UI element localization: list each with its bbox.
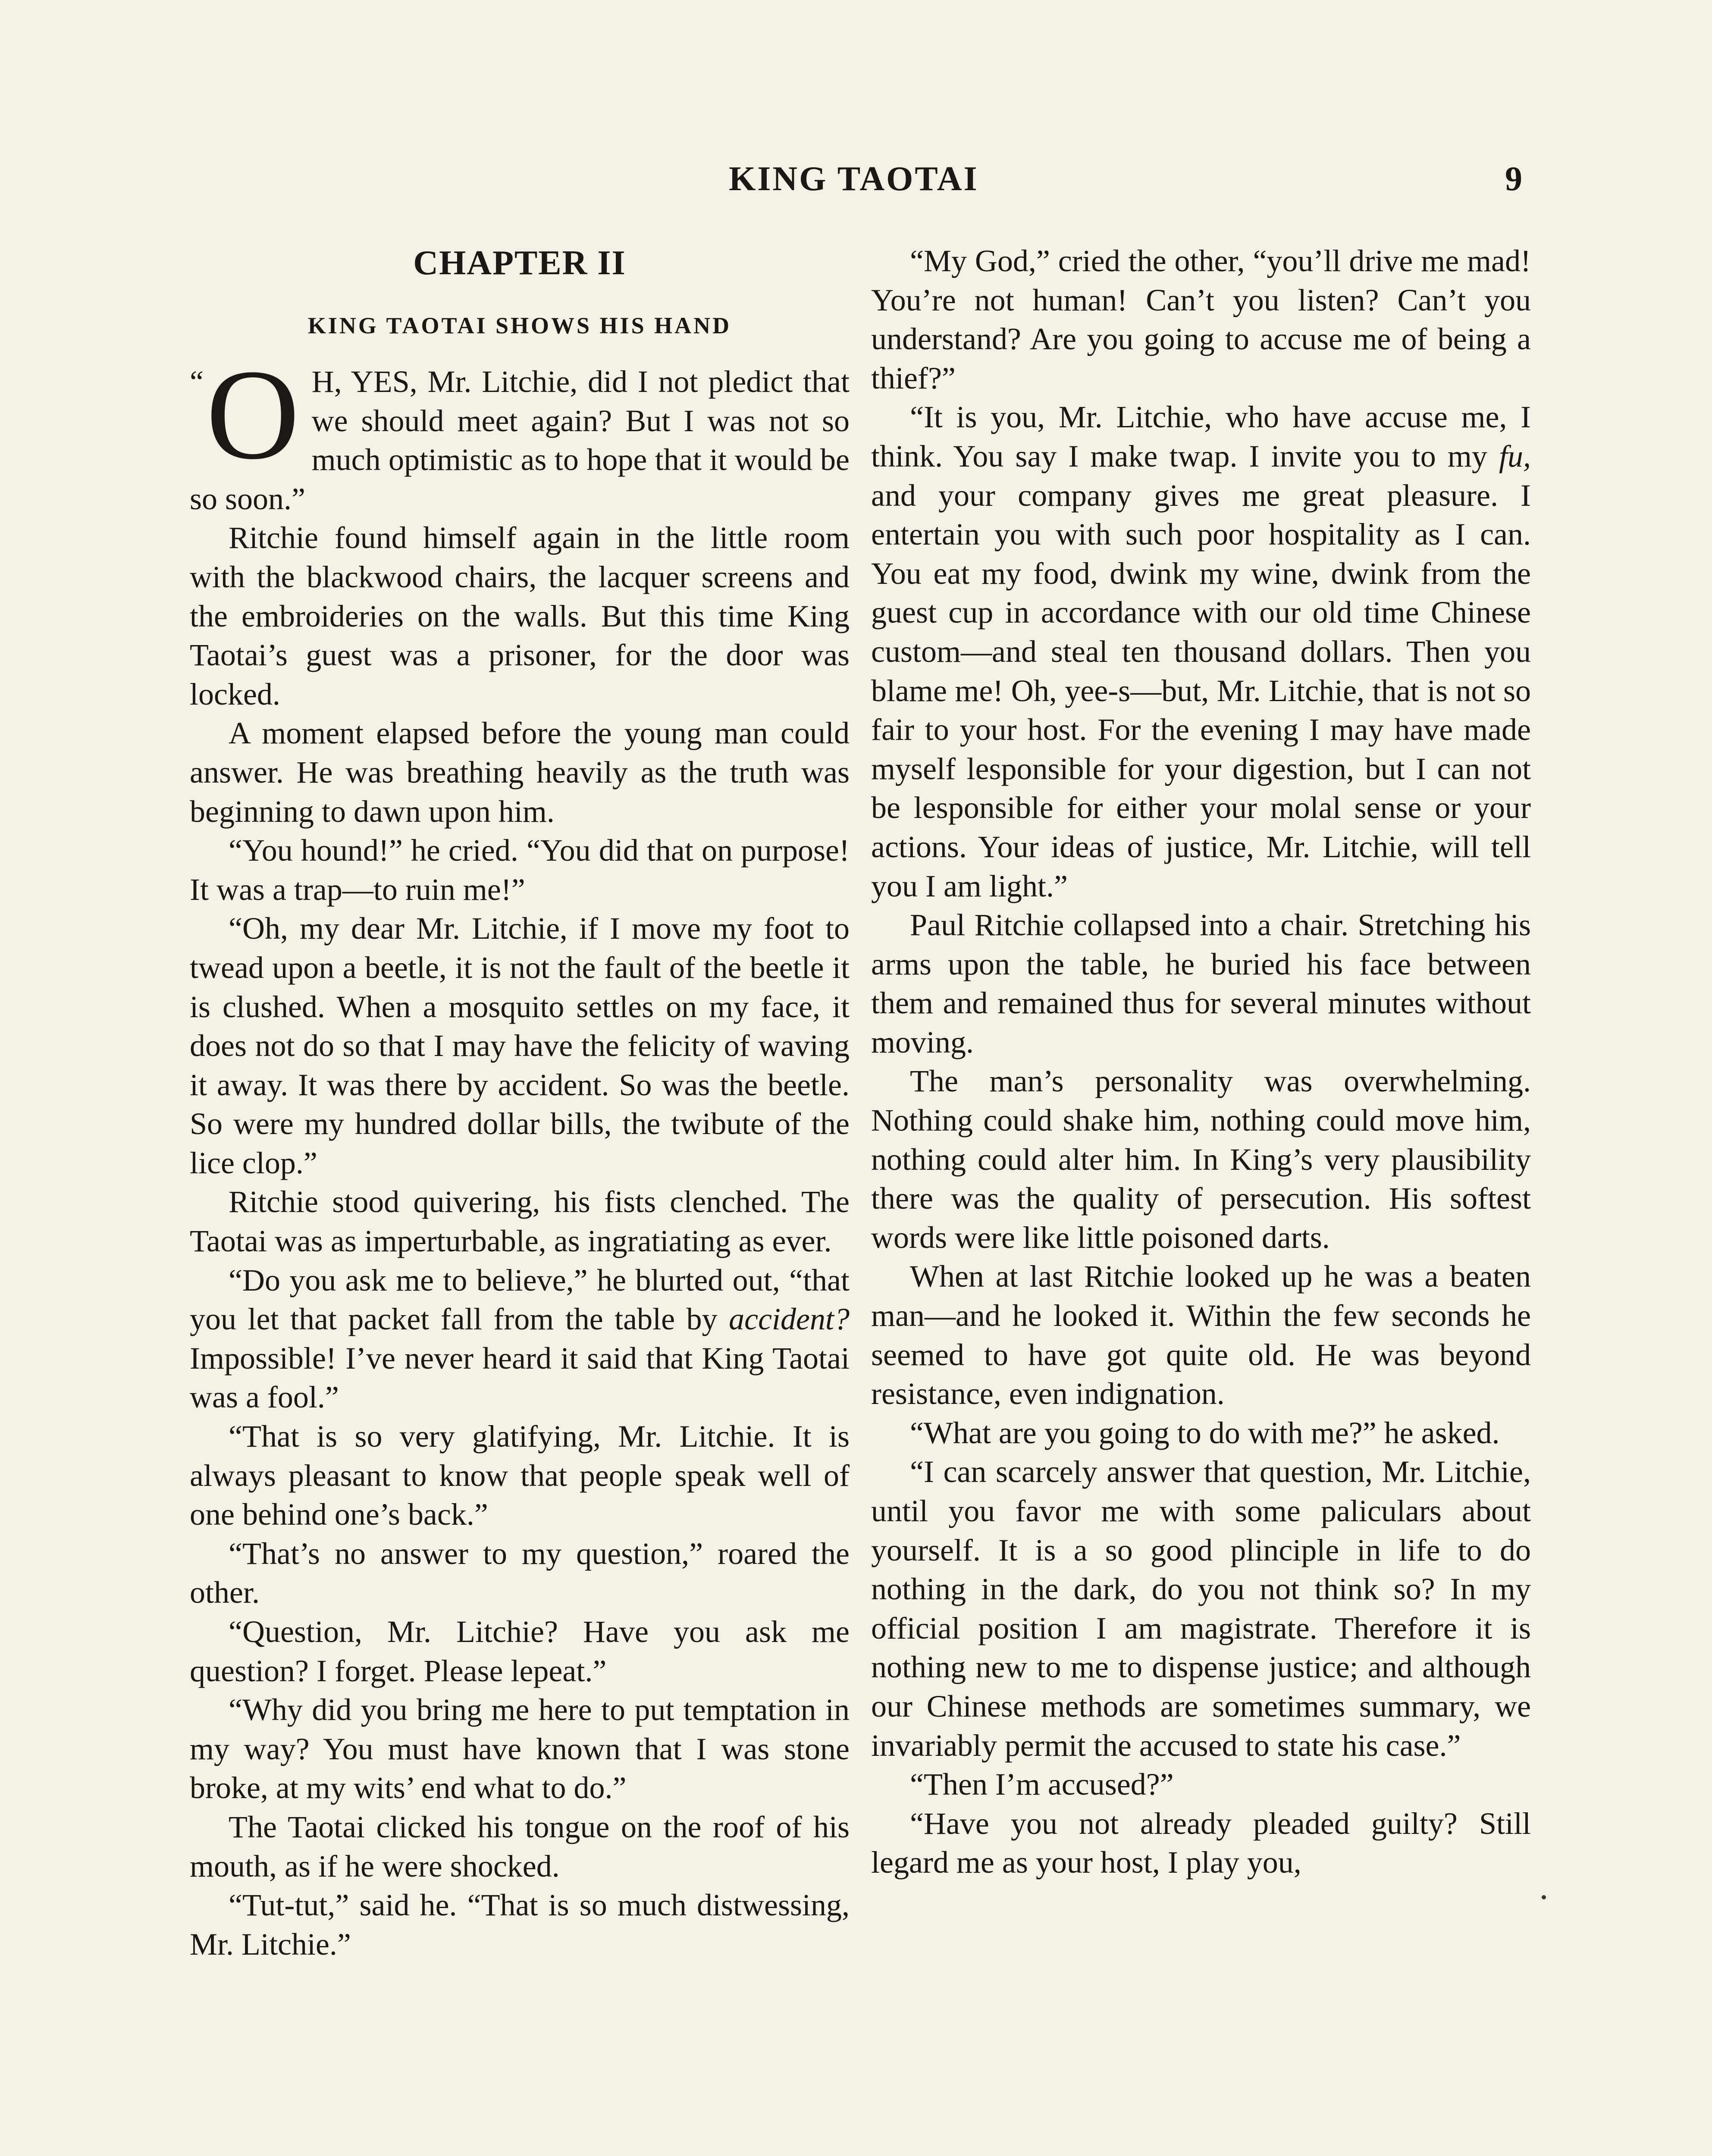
paragraph-fu <box>871 398 1531 906</box>
page-number: 9 <box>1505 160 1522 198</box>
opening-paragraph-text: H, YES, Mr. Litchie, did I not pledict that we should meet again? But I was not so much optimistic as to hope that it would be so soon.” <box>190 364 850 516</box>
ink-speck <box>1542 1895 1546 1899</box>
paragraph: “Why did you bring me here to put temptation in my way? You must have known that I was stone broke, at my wits’ end what to do.” <box>190 1692 850 1805</box>
paragraph: Paul Ritchie collapsed into a chair. Stretching his arms upon the table, he buried his face between them and remained thus for several minutes without moving. <box>871 908 1531 1059</box>
paragraph: When at last Ritchie looked up he was a beaten man—and he looked it. Within the few seconds he seemed to have got quite old. He was beyond resistance, even indignation. <box>871 1259 1531 1411</box>
paragraph: “I can scarcely answer that question, Mr. Litchie, until you favor me with some paliculars about yourself. It is a so good plinciple in life to do nothing in the dark, do you not think so? In my official position I am magistrate. Therefore it is nothing new to me to dispense justice; and although our Chinese methods are sometimes summary, we invariably permit the accused to state his case.” <box>871 1454 1531 1763</box>
paragraph: “My God,” cried the other, “you’ll drive me mad! You’re not human! Can’t you listen? Can’t you understand? Are you going to accuse me of being a thief?” <box>871 244 1531 395</box>
paragraph: “That’s no answer to my question,” roared the other. <box>190 1536 850 1610</box>
left-column <box>190 241 850 1964</box>
italic-word: fu, <box>1499 439 1531 473</box>
italic-word: accident? <box>729 1302 850 1337</box>
paragraph: “Have you not already pleaded guilty? Still legard me as your host, I play you, <box>871 1806 1531 1880</box>
right-column <box>871 241 1531 1882</box>
paragraph-text: Impossible! I’ve never heard it said that King Taotai was a fool.” <box>190 1341 850 1415</box>
paragraph-text: “Do you ask me to believe,” he blurted out, “that you let that packet fall from the table by <box>190 1263 850 1337</box>
chapter-subtitle: KING TAOTAI SHOWS HIS HAND <box>307 313 732 338</box>
paragraph: The man’s personality was overwhelming. Nothing could shake him, nothing could move him, nothing could alter him. In King’s very plausibility there was the quality of persecution. His softest words were like little poisoned darts. <box>871 1064 1531 1255</box>
chapter-title: CHAPTER II <box>413 244 626 282</box>
paragraph-text: and your company gives me great pleasure. I entertain you with such poor hospitality as I can. You eat my food, dwink my wine, dwink from the guest cup in accordance with our old time Chinese custom—and steal ten thousand dollars. Then you blame me! Oh, yee-s—but, Mr. Litchie, that is not so fair to your host. For the evening I may have made myself lesponsible for your digestion, but I can not be lesponsible for either your molal sense or your actions. Your ideas of justice, Mr. Litchie, will tell you I am light.” <box>871 478 1531 903</box>
paragraph: “What are you going to do with me?” he asked. <box>910 1415 1500 1450</box>
opening-quote-mark: “ <box>190 364 204 399</box>
paragraph: “Oh, my dear Mr. Litchie, if I move my foot to twead upon a beetle, it is not the fault of the beetle it is clushed. When a mosquito settles on my face, it does not do so that I may have the felicity of waving it away. It was there by accident. So was the beetle. So were my hundred dollar bills, the twibute of the lice clop.” <box>190 911 850 1180</box>
paragraph: “Then I’m accused?” <box>910 1767 1174 1802</box>
paragraph: “That is so very glatifying, Mr. Litchie. It is always pleasant to know that people speak well of one behind one’s back.” <box>190 1419 850 1532</box>
opening-paragraph <box>190 343 850 518</box>
paragraph: Ritchie found himself again in the little room with the blackwood chairs, the lacquer screens and the embroideries on the walls. But this time King Taotai’s guest was a prisoner, for the door was locked. <box>190 520 850 711</box>
paragraph: “Tut-tut,” said he. “That is so much distwessing, Mr. Litchie.” <box>190 1888 850 1962</box>
paragraph: “You hound!” he cried. “You did that on purpose! It was a trap—to ruin me!” <box>190 833 850 907</box>
paragraph-accident <box>190 1261 850 1417</box>
drop-cap: O <box>206 343 300 486</box>
page-header <box>0 160 1712 211</box>
paragraph: “Question, Mr. Litchie? Have you ask me question? I forget. Please lepeat.” <box>190 1614 850 1688</box>
running-title: KING TAOTAI <box>729 160 979 198</box>
paragraph: The Taotai clicked his tongue on the roof of his mouth, as if he were shocked. <box>190 1809 850 1883</box>
paragraph: A moment elapsed before the young man could answer. He was breathing heavily as the truth was beginning to dawn upon him. <box>190 716 850 829</box>
paragraph-text: “It is you, Mr. Litchie, who have accuse me, I think. You say I make twap. I invite you to my <box>871 400 1531 473</box>
paragraph: Ritchie stood quivering, his fists clenched. The Taotai was as imperturbable, as ingratiating as ever. <box>190 1185 850 1259</box>
